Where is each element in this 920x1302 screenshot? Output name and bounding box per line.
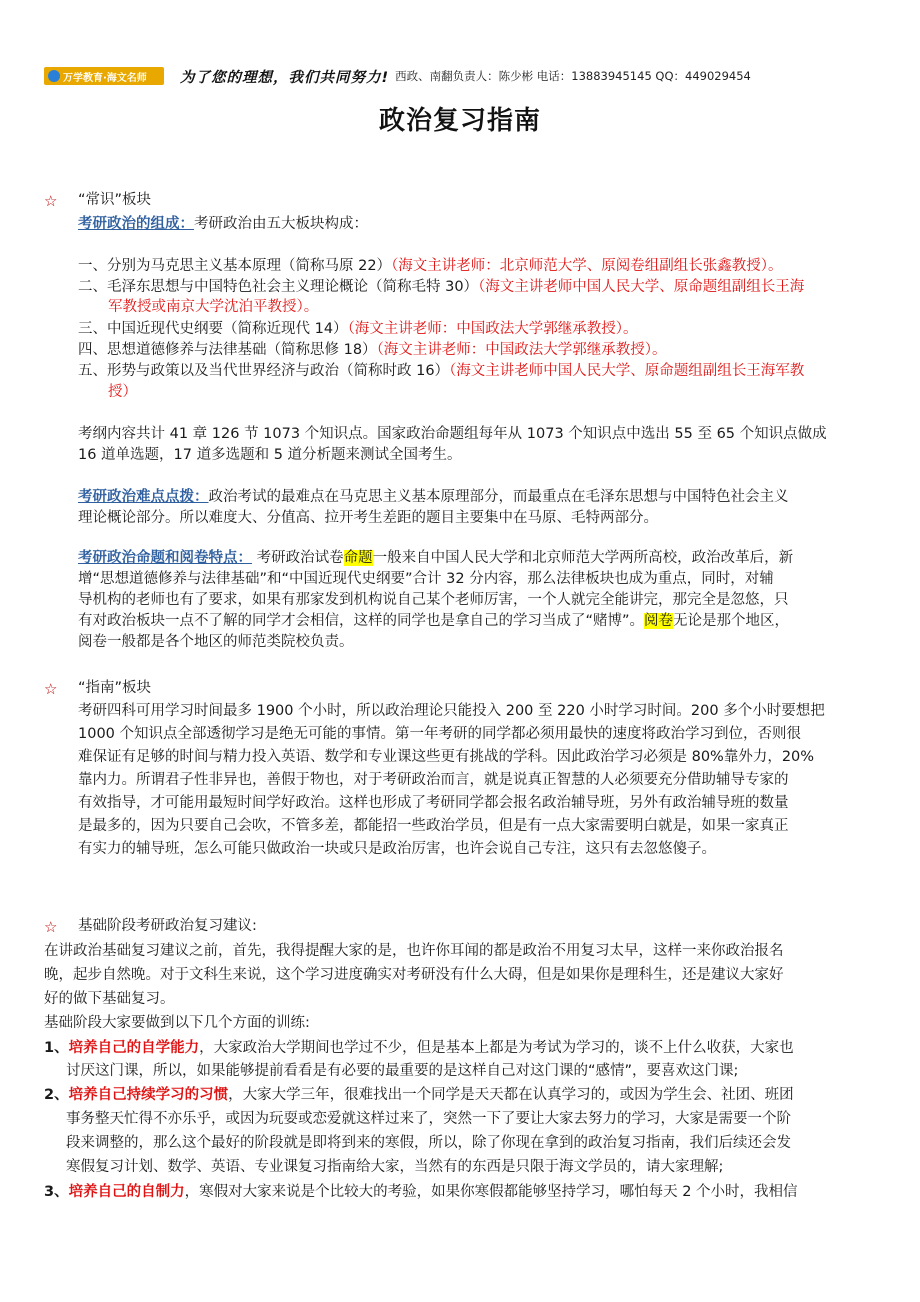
difficulty-paragraph: 理论概论部分。所以难度大、分值高、拉开考生差距的题目主要集中在马原、毛特两部分。 <box>78 510 658 526</box>
difficulty-label: 考研政治难点点拨： <box>78 489 209 505</box>
section-heading-common: “常识”板块 <box>78 192 152 208</box>
guide-paragraph: 1000 个知识点全部透彻学习是绝无可能的事情。第一年考研的同学都必须用最快的速度将政治学习到位，否则很 <box>78 726 802 742</box>
composition-label: 考研政治的组成： <box>78 216 194 232</box>
exam-paragraph: 考研政治命题和阅卷特点： 考研政治试卷命题一般来自中国人民大学和北京师范大学两所高校，政治改革后，新 <box>78 550 794 566</box>
exam-paragraph: 有对政治板块一点不了解的同学才会相信，这样的同学也是拿自己的学习当成了“赌博”。阅卷无论是那个地区， <box>78 613 790 629</box>
exam-paragraph: 导机构的老师也有了要求，如果有那家发到机构说自己某个老师厉害，一个人就完全能讲完，那完全是忽悠，只 <box>78 592 789 608</box>
outline-paragraph: 16 道单选题，17 道多选题和 5 道分析题来测试全国考生。 <box>78 447 462 463</box>
page-title: 政治复习指南 <box>378 106 541 136</box>
page-header <box>44 66 751 86</box>
logo-text: 万学教育·海文名师 <box>63 72 147 84</box>
training-item-continued: 寒假复习计划、数学、英语、专业课复习指南给大家，当然有的东西是只限于海文学员的，请大家理解; <box>66 1159 724 1175</box>
list-item: 五、形势与政策以及当代世界经济与政治（简称时政 16）（海文主讲老师中国人民大学、原命题组副组长王海军教 <box>78 363 805 379</box>
basic-paragraph: 基础阶段大家要做到以下几个方面的训练: <box>44 1015 310 1031</box>
training-item: 3、培养自己的自制力，寒假对大家来说是个比较大的考验，如果你寒假都能够坚持学习，哪怕每天 2 个小时，我相信 <box>44 1184 798 1200</box>
contact-info: 西政、南翻负责人：陈少彬 电话：13883945145 QQ：449029454 <box>395 69 751 83</box>
star-icon: ☆ <box>44 192 58 210</box>
section-heading-guide: “指南”板块 <box>78 680 152 696</box>
guide-paragraph: 有效指导，才可能用最短时间学好政治。这样也形成了考研同学都会报名政治辅导班，另外有政治辅导班的数量 <box>78 795 789 811</box>
highlight: 阅卷 <box>644 613 674 629</box>
star-icon: ☆ <box>44 918 58 936</box>
composition-paragraph: 考研政治的组成：考研政治由五大板块构成： <box>78 216 368 232</box>
star-icon: ☆ <box>44 680 58 698</box>
slogan: 为了您的理想，我们共同努力! <box>180 69 390 86</box>
list-item: 二、毛泽东思想与中国特色社会主义理论概论（简称毛特 30）（海文主讲老师中国人民大学、原命题组副组长王海 <box>78 279 805 295</box>
logo-icon <box>48 70 60 82</box>
training-item-continued: 事务整天忙得不亦乐乎，或因为玩耍或恋爱就这样过来了，突然一下了要让大家去努力的学习，大家是需要一个阶 <box>66 1111 791 1127</box>
list-item: 四、思想道德修养与法律基础（简称思修 18）（海文主讲老师：中国政法大学郭继承教授）。 <box>78 342 667 358</box>
basic-paragraph: 晚，起步自然晚。对于文科生来说，这个学习进度确实对考研没有什么大碍，但是如果你是理科生，还是建议大家好 <box>44 967 784 983</box>
exam-paragraph: 阅卷一般都是各个地区的师范类院校负责。 <box>78 634 354 650</box>
guide-paragraph: 是最多的，因为只要自己会吹，不管多差，都能招一些政治学员，但是有一点大家需要明白就是，如果一家真正 <box>78 818 789 834</box>
basic-paragraph: 在讲政治基础复习建议之前，首先，我得提醒大家的是，也许你耳闻的都是政治不用复习太早，这样一来你政治报名 <box>44 943 784 959</box>
guide-paragraph: 考研四科可用学习时间最多 1900 个小时，所以政治理论只能投入 200 至 220 小时学习时间。200 多个小时要想把 <box>78 703 825 719</box>
training-title: 培养自己的自制力 <box>68 1184 185 1200</box>
list-item-continued: 军教授或南京大学沈泊平教授）。 <box>108 299 319 315</box>
training-title: 培养自己的自学能力 <box>68 1040 200 1056</box>
brand-logo <box>44 67 164 85</box>
section-heading-basic: 基础阶段考研政治复习建议: <box>78 918 257 934</box>
basic-paragraph: 好的做下基础复习。 <box>44 991 175 1007</box>
outline-paragraph: 考纲内容共计 41 章 126 节 1073 个知识点。国家政治命题组每年从 1073 个知识点中选出 55 至 65 个知识点做成 <box>78 426 827 442</box>
guide-paragraph: 有实力的辅导班，怎么可能只做政治一块或只是政治厉害，也许会说自己专注，这只有去忽悠傻子。 <box>78 841 716 857</box>
list-item: 三、中国近现代史纲要（简称近现代 14）（海文主讲老师：中国政法大学郭继承教授）。 <box>78 321 638 337</box>
training-item: 1、培养自己的自学能力，大家政治大学期间也学过不少，但是基本上都是为考试为学习的，谈不上什么收获，大家也 <box>44 1040 794 1056</box>
training-title: 培养自己持续学习的习惯 <box>68 1087 229 1103</box>
guide-paragraph: 难保证有足够的时间与精力投入英语、数学和专业课这些更有挑战的学科。因此政治学习必须是 80%靠外力，20% <box>78 749 815 765</box>
training-item-continued: 讨厌这门课，所以，如果能够提前看看是有必要的最重要的是这样自己对这门课的“感情”，要喜欢这门课; <box>66 1063 739 1079</box>
list-item-continued: 授） <box>108 384 137 400</box>
training-item-continued: 段来调整的，那么这个最好的阶段就是即将到来的寒假，所以，除了你现在拿到的政治复习指南，我们后续还会发 <box>66 1135 791 1151</box>
exam-label: 考研政治命题和阅卷特点： <box>78 550 252 566</box>
difficulty-paragraph: 考研政治难点点拨：政治考试的最难点在马克思主义基本原理部分，而最重点在毛泽东思想与中国特色社会主义 <box>78 489 789 505</box>
highlight: 命题 <box>343 550 373 566</box>
guide-paragraph: 靠内力。所谓君子性非异也，善假于物也，对于考研政治而言，就是说真正智慧的人必须要充分借助辅导专家的 <box>78 772 789 788</box>
training-item: 2、培养自己持续学习的习惯，大家大学三年，很难找出一个同学是天天都在认真学习的，或因为学生会、社团、班团 <box>44 1087 794 1103</box>
exam-paragraph: 增“思想道德修养与法律基础”和“中国近现代史纲要”合计 32 分内容，那么法律板块也成为重点，同时，对辅 <box>78 571 774 587</box>
list-item: 一、分别为马克思主义基本原理（简称马原 22）（海文主讲老师：北京师范大学、原阅卷组副组长张鑫教授）。 <box>78 258 783 274</box>
